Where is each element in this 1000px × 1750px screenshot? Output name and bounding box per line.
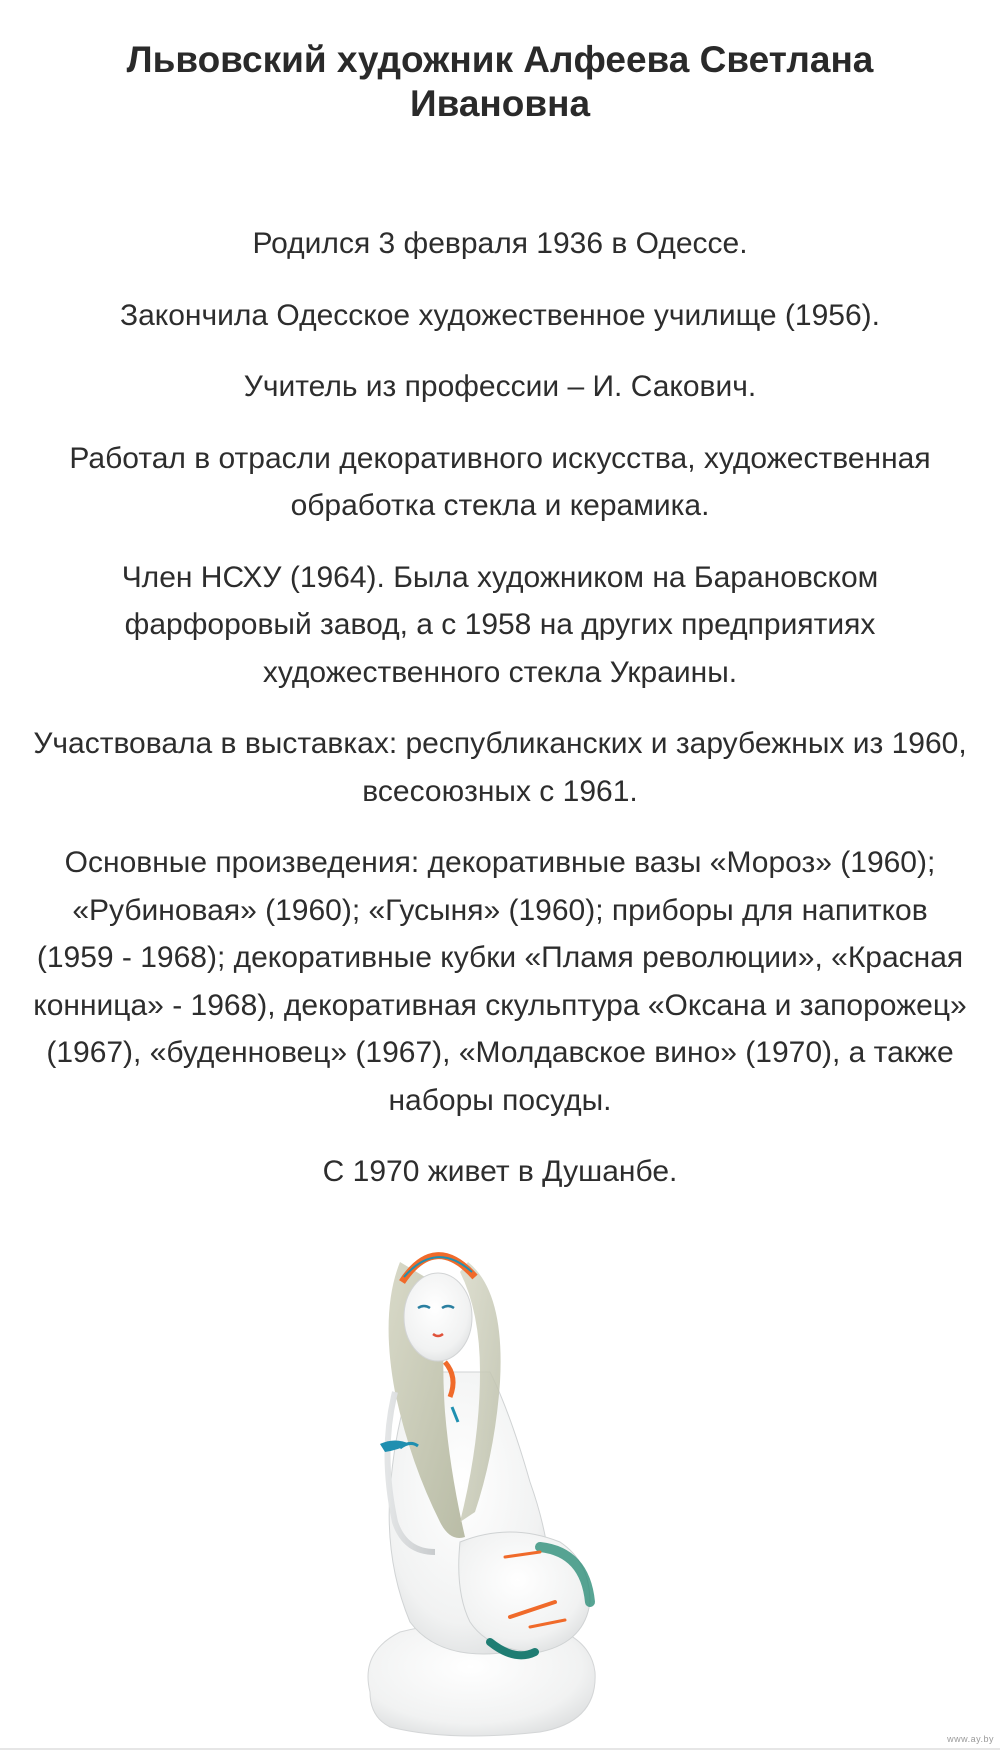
bio-paragraph-birth: Родился 3 февраля 1936 в Одессе. bbox=[252, 227, 748, 260]
bio-paragraph-exhibitions: Участвовала в выставках: республиканских и зарубежных из 1960, всесоюзных с 1961. bbox=[33, 727, 967, 808]
biography-text bbox=[30, 220, 970, 1220]
bio-paragraph-teacher: Учитель из профессии – И. Сакович. bbox=[243, 370, 757, 403]
bio-paragraph-education: Закончила Одесское художественное училище (1956). bbox=[119, 298, 880, 332]
watermark: www.ay.by bbox=[947, 1734, 994, 1744]
bio-paragraph-works: Основные произведения: декоративные вазы «Мороз» (1960); «Рубиновая» (1960); «Гусыня» (1960); приборы для напитков (1959 - 1968); декоративные кубки «Пламя революции», «Красная конница» - 1968), декоративная скульптура «Оксана и запорожец» (1967), «буденновец» (1967), «Молдавское вино» (1970), а также наборы посуды. bbox=[33, 846, 967, 1117]
page-title: Львовский художник Алфеева Светлана Ивановна bbox=[126, 39, 874, 124]
bio-paragraph-membership: Член НСХУ (1964). Была художником на Барановском фарфоровый завод, а с 1958 на других предприятиях художественного стекла Украины. bbox=[121, 560, 879, 689]
porcelain-figurine-image bbox=[340, 1222, 670, 1742]
bio-paragraph-residence: С 1970 живет в Душанбе. bbox=[322, 1155, 678, 1188]
bio-paragraph-field: Работал в отрасли декоративного искусства, художественная обработка стекла и керамика. bbox=[69, 441, 931, 522]
